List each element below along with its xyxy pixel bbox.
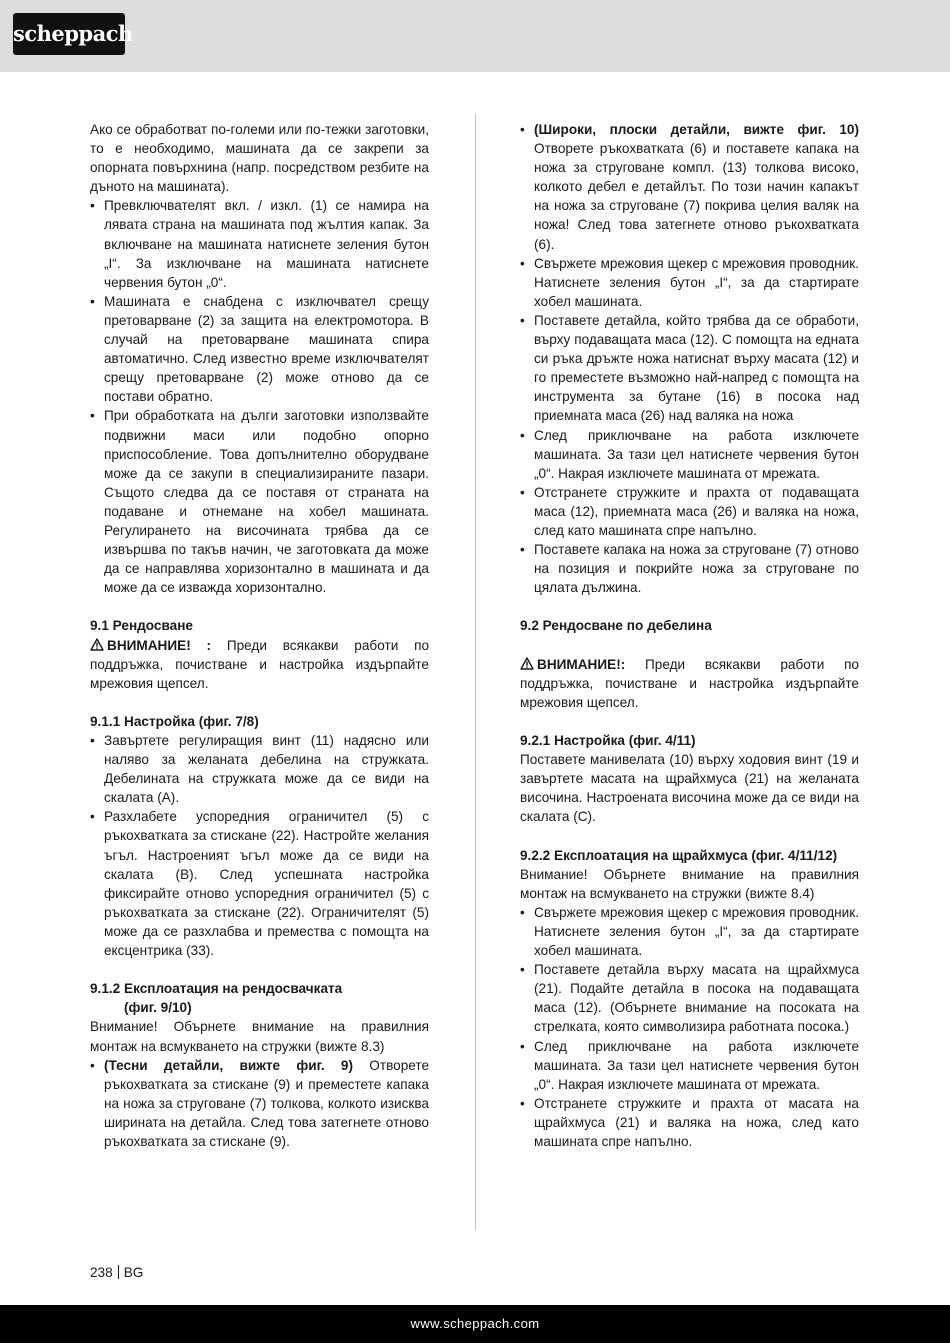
warning-icon	[90, 638, 104, 651]
left-column	[90, 120, 429, 1151]
list-item: • Поставете детайла върху масата на щрайхмуса (21). Подайте детайла в посока на подаващата маса (12). (Обърнете внимание на посоката на стрелката, която символизира работната посока.)	[520, 960, 859, 1036]
list-item: • (Тесни детайли, вижте фиг. 9) Отворете ръкохватката за стискане (9) и преместете капака на ножа за струговане (7) толкова, колкото изисква ширината на детайла. След това затегнете отново ръкохватката за стискане (9).	[90, 1056, 429, 1151]
operation-list	[90, 1056, 429, 1151]
right-column	[520, 120, 859, 1151]
list-item: • Превключвателят вкл. / изкл. (1) се намира на лявата страна на машината под жълтия капак. За включване на машината натиснете зеления бутон „I“. За изключване на машината натиснете червения бутон „0“.	[90, 196, 429, 291]
attention-paragraph: Внимание! Обърнете внимание на правилния монтаж на всмукването на стружки (вижте 8.3)	[90, 1019, 429, 1054]
settings-list	[90, 731, 429, 960]
list-item: • Отстранете стружките и прахта от подаващата маса (12), приемната маса (26) и валяка на ножа, след като машината спре напълно.	[520, 483, 859, 540]
list-item: • След приключване на работа изключете машината. За тази цел натиснете червения бутон „0“. Накрая изключете машината от мрежата.	[520, 426, 859, 483]
list-item: • Завъртете регулиращия винт (11) надясно или наляво за желаната дебелина на стружката. Дебелината на стружката може да се види на скалата (A).	[90, 731, 429, 807]
warning-text: Преди всякакви работи по поддръжка, почистване и настройка издърпайте мрежовия щепсел.	[520, 656, 859, 710]
list-item: • Поставете детайла, който трябва да се обработи, върху подаващата маса (12). С помощта на едната си ръка дръжте ножа натиснат върху масата (12) и го преместете възможно най-напред с помощта на инструмента за бутане (16) в посока над приемната маса (26) над валяка на ножа	[520, 311, 859, 426]
page-number: 238 BG	[90, 1265, 144, 1280]
warning-label: ВНИМАНИЕ! :	[107, 637, 212, 653]
warning-paragraph	[520, 655, 859, 712]
thicknesser-list	[520, 903, 859, 1151]
warning-paragraph	[90, 636, 429, 693]
header-bar	[0, 0, 950, 72]
section-heading-9-2-1: 9.2.1 Настройка (фиг. 4/11)	[520, 733, 696, 748]
settings-paragraph: Поставете манивелата (10) върху ходовия винт (19 и завъртете масата на щрайхмуса (21) на желаната височина. Настроената височина може да се види на скалата (C).	[520, 752, 859, 825]
list-item: • След приключване на работа изключете машината. За тази цел натиснете червения бутон „0“. Накрая изключете машината от мрежата.	[520, 1037, 859, 1094]
section-heading-9-2-2: 9.2.2 Експлоатация на щрайхмуса (фиг. 4/11/12)	[520, 847, 838, 863]
section-heading-9-2: 9.2 Рендосване по дебелина	[520, 618, 712, 634]
intro-paragraph: Ако се обработват по-големи или по-тежки заготовки, то е необходимо, машината да се закрепи за опорната повърхнина (напр. посредством резбите на дъното на машината).	[90, 122, 429, 195]
list-item: • Отстранете стружките и прахта от масата на щрайхмуса (21) и валяка на ножа, след като машината спре напълно.	[520, 1094, 859, 1151]
list-item: • Свържете мрежовия щекер с мрежовия проводник. Натиснете зеления бутон „I“, за да стартирате хобел машината.	[520, 903, 859, 960]
attention-paragraph: Внимание! Обърнете внимание на правилния монтаж на всмукването на стружки (вижте 8.4)	[520, 866, 859, 901]
list-item: • При обработката на дълги заготовки използвайте подвижни маси или подобно опорно приспособление. Това допълнително оборудване може да се закупи в специализираните пазари. Същото следва да се поставя от страната на подаване и отнемане на хобел машината. Регулирането на височината трябва да се извършва по такъв начин, че заготовката да може да се направлява хоризонтално в машината и да може да се изважда хоризонтално.	[90, 406, 429, 597]
footer-bar	[0, 1305, 950, 1343]
brand-logo: scheppach	[13, 13, 125, 55]
list-item: • (Широки, плоски детайли, вижте фиг. 10) Отворете ръкохватката (6) и поставете капака на ножа за струговане компл. (13) толкова високо, колкото дебел е детайлът. По този начин капакът на ножа за струговане (7) покрива целия валяк на ножа! След това затегнете отново ръкохватката (6).	[520, 120, 859, 254]
warning-label: ВНИМАНИЕ!:	[537, 656, 626, 672]
section-heading-9-1-2: 9.1.2 Експлоатация на рендосвачката (фиг. 9/10)	[90, 981, 343, 1016]
column-divider	[475, 114, 476, 1230]
website-url: www.scheppach.com	[410, 1316, 540, 1331]
language-code: BG	[123, 1265, 144, 1280]
operation-list-cont	[520, 120, 859, 597]
warning-icon	[520, 657, 534, 670]
list-item: • Поставете капака на ножа за струговане (7) отново на позиция и покрийте ножа за струговане по цялата дължина.	[520, 540, 859, 597]
section-heading-9-1-1: 9.1.1 Настройка (фиг. 7/8)	[90, 713, 259, 729]
section-heading-9-1: 9.1 Рендосване	[90, 618, 193, 634]
list-item: • Разхлабете успоредния ограничител (5) с ръкохватката за стискане (22). Настройте желания ъгъл. Настроеният ъгъл може да се види на скалата (B). След успешната настройка фиксирайте отново успоредния ограничител (5) с ръкохватката за стискане (22). Ограничителят (5) може да се разхлабва и премества с помощта на ексцентрика (33).	[90, 807, 429, 960]
list-item: • Свържете мрежовия щекер с мрежовия проводник. Натиснете зеления бутон „I“, за да стартирате хобел машината.	[520, 254, 859, 311]
intro-list	[90, 196, 429, 597]
list-item: • Машината е снабдена с изключвател срещу претоварване (2) за защита на електромотора. В случай на претоварване машината спира автоматично. След известно време изключвателят срещу претоварване (2) може отново да се постави обратно.	[90, 292, 429, 407]
warning-text: Преди всякакви работи по поддръжка, почистване и настройка издърпайте мрежовия щепсел.	[90, 637, 430, 691]
